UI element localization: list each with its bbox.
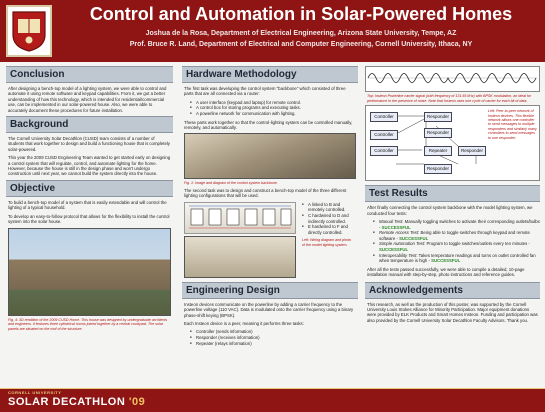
insteon-tasks-list bbox=[190, 329, 358, 346]
footer-university: CORNELL UNIVERSITY bbox=[8, 390, 62, 395]
section-heading-objective: Objective bbox=[6, 180, 173, 197]
test-result: SUCCESSFUL bbox=[431, 258, 461, 264]
list-item bbox=[373, 219, 540, 230]
lighting-model-photo bbox=[184, 236, 296, 278]
section-heading-tests: Test Results bbox=[365, 185, 540, 202]
list-item: ■ A powerline network for communication with lighting. bbox=[190, 111, 358, 117]
test-name: Remote Access Test bbox=[379, 230, 419, 236]
hardware-text-3: The second task was to design and construct a bench-top model of the three different lighting configurations that will be used. bbox=[184, 188, 347, 199]
house-rendering-caption: Fig. 4: 3D rendition of the 2009 CUSD Home. This house was designed by undergraduate architects and engineers. It features three cylindrical rooms joined together by a central courtyard. The solar panels are situated on the roof of the structure. bbox=[8, 317, 168, 331]
list-item: ■ A control box for storing programs and executing tasks. bbox=[190, 105, 358, 111]
tests-list bbox=[373, 219, 540, 264]
background-text-1: The Cornell University Solar Decathlon (CUSD) team consists of a number of students that work together to design and build a functioning house that is completely solar-powered. bbox=[8, 136, 170, 152]
poster-title: Control and Automation in Solar-Powered Homes bbox=[89, 4, 513, 24]
test-desc: : Takes temperature readings and turns on outlet controlled fan when temperature is high - bbox=[379, 252, 536, 264]
list-item: ■ E hardwired to F and directly controlled. bbox=[302, 224, 356, 235]
solar-decathlon-logo bbox=[8, 396, 145, 408]
list-item bbox=[373, 230, 540, 241]
wiring-figure-group bbox=[184, 202, 296, 278]
list-item: ■ Responder (receives information) bbox=[190, 335, 358, 341]
test-name: Manual Test bbox=[379, 219, 403, 224]
network-node: Responder bbox=[424, 128, 452, 138]
network-node: Controller bbox=[370, 130, 398, 140]
insteon-network-diagram bbox=[365, 105, 540, 181]
footer-divider bbox=[0, 388, 545, 389]
carrier-waveform-caption: Top: Insteon Powerline carrier signal (with frequency of 131.65 kHz) with BPSK modulation, an ideal for performance in the presence of noise. Note that Insteon uses one cycle of carrier for each bit of data. bbox=[367, 94, 532, 103]
tests-intro-text: After finally connecting the control system backbone with the model lighting system, we conducted four tests: bbox=[367, 205, 533, 216]
test-result: SUCCESSFUL bbox=[379, 246, 409, 252]
background-text-2: This year the 2009 CUSD Engineering Team wanted to get started early on designing a control system that will regulate, control, and automate lighting for the home. However, because the house is still in the design phase and won't undergo construction until next year, we cannot build the system directly into the house. bbox=[8, 155, 171, 177]
section-heading-acknowledgements: Acknowledgements bbox=[365, 282, 540, 299]
control-backbone-image bbox=[184, 133, 356, 179]
section-heading-hardware: Hardware Methodology bbox=[182, 66, 358, 83]
header-banner bbox=[0, 0, 545, 62]
objective-text-1: To build a bench-top model of a system that is easily extendable and will control the lighting of a typical household. bbox=[8, 199, 167, 211]
hardware-text-2: These parts work together so that the control-lighting system can be controlled manually, remotely, and automatically. bbox=[184, 119, 353, 130]
network-node: Controller bbox=[370, 112, 398, 122]
test-desc: : Program to toggle switches/outlets every ten minutes - bbox=[424, 241, 530, 247]
network-node: Controller bbox=[370, 146, 398, 156]
lighting-model-caption: Left: Wiring diagram and photo of the model lighting system. bbox=[302, 238, 352, 247]
logo-year: '09 bbox=[128, 396, 146, 408]
config-list bbox=[302, 202, 356, 236]
section-heading-background: Background bbox=[6, 116, 173, 133]
list-item: ■ A user interface (keypad and laptop) for remote control. bbox=[190, 100, 358, 106]
network-node: Responder bbox=[424, 164, 452, 174]
engineering-text-2: Each Insteon device is a peer, meaning it performs three tasks: bbox=[184, 321, 304, 327]
section-heading-conclusion: Conclusion bbox=[6, 66, 173, 83]
test-name: Interoperability Test bbox=[379, 252, 417, 258]
network-diagram-note: Left: Peer-to-peer network of Insteon devices. This flexible network allows one controller to send messages to multiple responders and similarly many controllers to send messages to one responder. bbox=[488, 109, 537, 140]
objective-text-2: To develop an easy-to-follow protocol that allows for the flexibility to install the control system into the solar house. bbox=[8, 213, 170, 225]
column-middle bbox=[182, 66, 358, 349]
list-item bbox=[373, 241, 540, 252]
lighting-configs bbox=[300, 202, 356, 278]
tests-conclusion-text: After all the tests passed successfully, we were able to compile a detailed, 10-page installation manual with step-by-step, photo instructions and reference guides. bbox=[367, 266, 525, 278]
footer-banner bbox=[0, 388, 545, 412]
conclusion-text: After designing a bench-top model of a lighting system, we were able to control and automate it using remote software and keypad capabilities. From it, we got a better understanding of how this technology, which is intended for residential/commercial use, can be implemented in our solar-powered house. Also, we were able to accurately document these procedures for future installation. bbox=[8, 86, 167, 113]
lighting-model-figure bbox=[184, 202, 356, 278]
hardware-parts-list bbox=[190, 100, 358, 117]
network-node: Repeater bbox=[424, 146, 452, 156]
acknowledgements-text: This research, as well as the production of this poster, was supported by the Cornell University Louis Stokes Alliance for Minority Participation. Major equipment donations were provided by ELK Products and Smart Homes Insteon. Funding and participation was also provided by the Cornell University Solar Decathlon Faculty Advisors. Thank you. bbox=[367, 301, 538, 323]
column-left bbox=[6, 66, 173, 333]
engineering-text-1: Insteon devices communicate on the powerline by adding a carrier frequency to the powerline voltage (110 VAC). Data is modulated onto the carrier frequency using a binary phase-shift keying (BPSK). bbox=[184, 301, 354, 318]
authors-line-2: Prof. Bruce R. Land, Department of Electrical and Computer Engineering, Cornell University, Ithaca, NY bbox=[129, 41, 473, 48]
test-desc: : Manually toggling switches to activate their corresponding outlets/bulbs - bbox=[379, 219, 540, 230]
list-item: ■ C hardwired to D and indirectly controlled. bbox=[302, 213, 356, 224]
test-name: Simple Automation Test bbox=[379, 241, 425, 247]
test-desc: : Being able to toggle switches through keypad and remote software - bbox=[379, 230, 530, 241]
cornell-seal-logo bbox=[6, 5, 52, 57]
authors-line-1: Joshua de la Rosa, Department of Electrical Engineering, Arizona State University, Tempe, AZ bbox=[145, 30, 457, 37]
test-result: SUCCESSFUL bbox=[399, 235, 429, 241]
column-right bbox=[365, 66, 540, 326]
test-result: SUCCESSFUL bbox=[381, 224, 411, 230]
wiring-diagram-image bbox=[184, 202, 296, 234]
section-heading-engineering: Engineering Design bbox=[182, 282, 358, 299]
hardware-intro-text: The first task was developing the control system "backbone" which consisted of three parts that are all connected via a router: bbox=[184, 86, 346, 97]
list-item: ■ Repeater (relays information) bbox=[190, 341, 358, 347]
list-item: ■ Controller (sends information) bbox=[190, 329, 358, 335]
control-backbone-caption: Fig. 1: Image and diagram of the control system backbone. bbox=[184, 181, 278, 186]
network-node: Responder bbox=[458, 146, 486, 156]
house-rendering-image bbox=[8, 228, 171, 316]
list-item: ■ A linked to B and remotely controlled. bbox=[302, 202, 356, 213]
logo-text: SOLAR DECATHLON bbox=[8, 396, 126, 408]
carrier-waveform-image bbox=[365, 66, 540, 92]
list-item bbox=[373, 253, 540, 264]
network-node: Responder bbox=[424, 112, 452, 122]
